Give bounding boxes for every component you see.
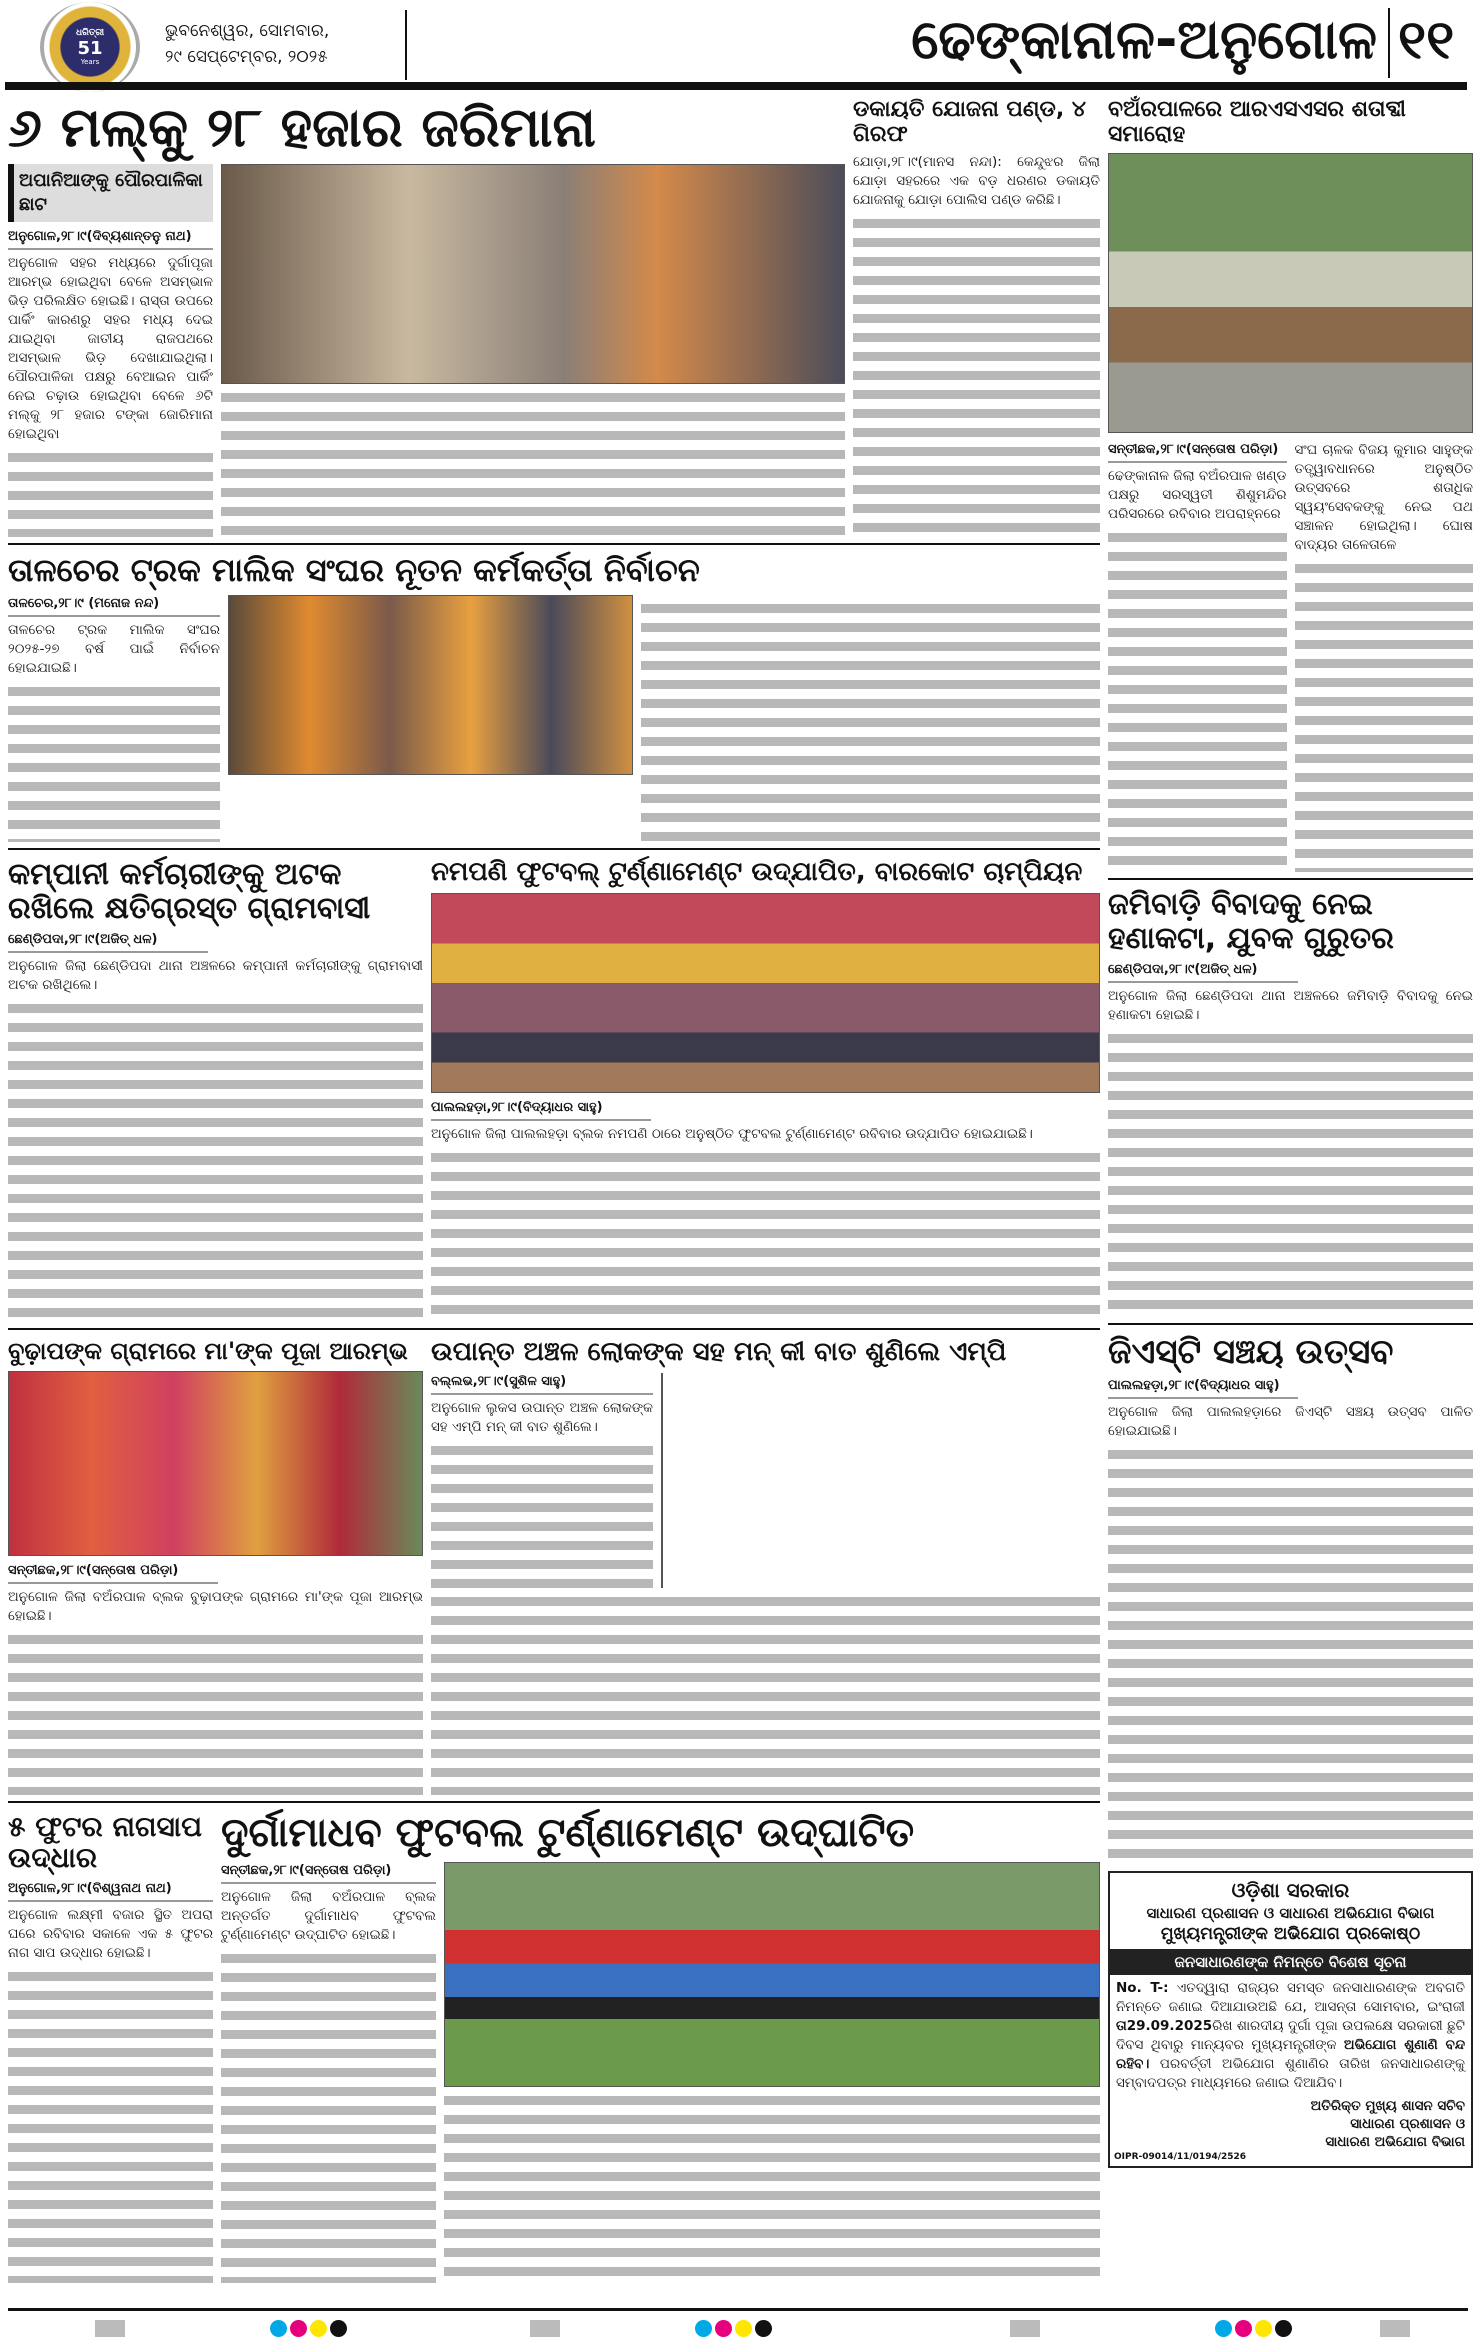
article-company (8, 858, 423, 1322)
headline-dakaiti: ଡକାୟତି ଯୋଜନା ପଣ୍ଡ, ୪ ଗିରଫ (853, 97, 1086, 147)
byline: ସନ୍ତୀଛକ,୨୮।୯(ସନ୍ତୋଷ ପରିଡ଼ା) (221, 1862, 436, 1884)
logo-sub: Years (80, 58, 100, 66)
headline-company: କମ୍ପାନୀ କର୍ମଚାରୀଙ୍କୁ ଅଟକ ରଖିଲେ କ୍ଷତିଗ୍ରସ୍ତ ଗ୍ରାମବାସୀ (8, 857, 371, 926)
headline-jamibadi: ଜମିବାଡ଼ି ବିବାଦକୁ ନେଇ ହଣାକଟା, ଯୁବକ ଗୁରୁତର (1108, 887, 1394, 956)
byline: ପାଲଲହଡ଼ା,୨୮।୯(ବିଦ୍ୟାଧର ସାହୁ) (431, 1099, 651, 1121)
photo-puja-women (8, 1371, 423, 1556)
durga-photo-column (444, 1862, 1100, 2283)
byline: ସନ୍ତୀଛକ,୨୮।୯(ସନ୍ତୋଷ ପରିଡ଼ା) (1108, 441, 1287, 463)
photo-mann-ki-baat (661, 1373, 663, 1588)
ad-cell: ମୁଖ୍ୟମନ୍ତ୍ରୀଙ୍କ ଅଭିଯୋଗ ପ୍ରକୋଷ୍ଠ (1160, 1924, 1421, 1944)
article-body: ଅନୁଗୋଳ ଲକ୍ଷ୍ମୀ ବଜାର ସ୍ଥିତ ଅପରା ଘରେ ରବିବାର ସକାଳେ ଏକ ୫ ଫୁଟର ନାଗ ସାପ ଉଦ୍ଧାର ହୋଇଛି। (8, 1906, 213, 1961)
photo-talcher-officials (228, 595, 633, 775)
article-body: ଅନୁଗୋଳ ଜିଲା ପାଲଲହଡ଼ାରେ ଜିଏସ୍‌ଟି ସଞ୍ଚୟ ଉତ୍ସବ ପାଳିତ ହୋଇଯାଇଛି। (1108, 1404, 1473, 1440)
talcher-cont (641, 595, 1100, 842)
ad-text: ଏତଦ୍ୱାରା ରାଜ୍ୟର ସମସ୍ତ ଜନସାଧାରଣଙ୍କ ଅବଗତି ନିମନ୍ତେ ଜଣାଇ ଦିଆଯାଉଅଛି ଯେ, ଆସନ୍ତା ସୋମବାର, ଇଂରାଜୀ (1116, 1980, 1465, 2015)
byline: ଛେଣ୍ଡିପଦା,୨୮।୯(ଅଜିତ୍ ଧଳ) (8, 931, 208, 953)
government-notice-ad (1108, 1871, 1473, 2168)
article-durga (221, 1811, 1100, 2283)
date-line-1: ଭୁବନେଶ୍ୱର, ସୋମବାର, (165, 21, 330, 41)
page-layout (8, 98, 1473, 2283)
header-divider (405, 10, 407, 80)
headline-namapani: ନମପଣି ଫୁଟବଲ୍ ଟୁର୍ଣ୍ଣାମେଣ୍ଟ ଉଦ୍‌ଯାପିତ, ବାରକୋଟ ଚାମ୍ପିୟନ (431, 857, 1083, 887)
color-dot (715, 2320, 732, 2337)
header-rule (5, 82, 1467, 90)
text-filler (444, 2091, 1100, 2283)
sign-line: ସାଧାରଣ ପ୍ରଶାସନ ଓ (1350, 2116, 1465, 2132)
durga-text-column (221, 1862, 436, 2283)
text-filler (431, 1441, 653, 1588)
ad-body (1110, 1975, 1471, 2097)
text-filler (221, 1949, 436, 2283)
mall-photo-column (221, 164, 845, 537)
talcher-text-column (8, 595, 220, 842)
article-snake (8, 1811, 213, 2283)
text-filler (431, 1148, 1100, 1322)
article-body: ତାଳଚେର ଟ୍ରକ ମାଲିକ ସଂଘର ୨୦୨୫-୨୭ ବର୍ଷ ପାଇଁ ନିର୍ବାଚନ ହୋଇଯାଇଛି। (8, 621, 220, 676)
byline: ବଲ୍ଲଭ,୨୮।୯(ସୁଶିଳ ସାହୁ) (431, 1373, 653, 1395)
article-upanta (431, 1338, 1100, 1795)
ad-text-bold: ଅଭିଯୋଗ ଶୁଣାଣି ବନ୍ଦ ରହିବ। (1116, 2037, 1465, 2072)
ad-banner: ଜନସାଧାରଣଙ୍କ ନିମନ୍ତେ ବିଶେଷ ସୂଚନା (1110, 1949, 1471, 1975)
text-filler (8, 448, 213, 537)
talcher-columns (8, 595, 1100, 842)
rss-column-2 (1295, 441, 1474, 872)
photo-mall-inspection (221, 164, 845, 384)
article-jamibadi (1108, 888, 1473, 1325)
text-filler (431, 1592, 1100, 1795)
masthead-logo (40, 2, 140, 92)
color-dot (735, 2320, 752, 2337)
ad-code: OIPR-09014/11/0194/2526 (1114, 2152, 1247, 2162)
article-dakaiti (853, 98, 1100, 537)
byline: ପାଲଲହଡ଼ା,୨୮।୯(ବିଦ୍ୟାଧର ସାହୁ) (1108, 1377, 1298, 1399)
text-filler (1108, 1029, 1473, 1317)
article-body: ଅନୁଗୋଳ ଜିଲା ଛେଣ୍ଡିପଦା ଥାନା ଅଞ୍ଚଳରେ ଜମିବାଡ଼ି ବିବାଦକୁ ନେଇ ହଣାକଟା ହୋଇଛି। (1108, 988, 1473, 1024)
byline: ଅନୁଗୋଳ,୨୮।୯(ଦିବ୍ୟଶାନ୍ତନୁ ନାଥ) (8, 228, 213, 250)
photo-football-teams (444, 1862, 1100, 2087)
sign-line: ସାଧାରଣ ଅଭିଯୋଗ ବିଭାଗ (1325, 2134, 1465, 2150)
footer-rule (8, 2308, 1468, 2311)
headline-upanta: ଉପାନ୍ତ ଅଞ୍ଚଳ ଲୋକଙ୍କ ସହ ମନ୍ କୀ ବାତ ଶୁଣିଲେ ଏମ୍‌ପି (431, 1337, 1007, 1367)
text-filler (8, 999, 423, 1322)
kicker-box: ଅପାନିଆଙ୍କୁ ପୌରପାଳିକା ଛାଟ (8, 164, 213, 222)
ad-number: No. T-: (1116, 1980, 1169, 1996)
ad-text: ପରବର୍ତ୍ତୀ ଅଭିଯୋଗ ଶୁଣାଣିର ତାରିଖ ଜନସାଧାରଣଙ୍କୁ ସମ୍ବାଦପତ୍ର ମାଧ୍ୟମରେ ଜଣାଇ ଦିଆଯିବ। (1116, 2056, 1465, 2091)
section-divider (1388, 8, 1390, 78)
text-filler (1108, 1445, 1473, 1863)
ad-department: ସାଧାରଣ ପ୍ରଶାସନ ଓ ସାଧାରଣ ଅଭିଯୋଗ ବିଭାଗ (1146, 1904, 1435, 1922)
color-dot (1215, 2320, 1232, 2337)
photo-rss-march (1108, 153, 1473, 433)
color-dot (1275, 2320, 1292, 2337)
article-body: ଅନୁଗୋଳ ଜିଲା ପାଲଲହଡ଼ା ବ୍ଲକ ନମପଣି ଠାରେ ଅନୁଷ୍ଠିତ ଫୁଟବଲ ଟୁର୍ଣ୍ଣାମେଣ୍ଟ ରବିବାର ଉଦ୍‌ଯାପିତ ହୋଇଯାଇଛି। (431, 1126, 1033, 1143)
page-number: ୧୧ (1398, 8, 1455, 71)
headline-rss: ବଅଁରପାଳରେ ଆରଏସଏସର ଶତାବ୍ଦୀ ସମାରୋହ (1108, 97, 1406, 147)
color-dot (290, 2320, 307, 2337)
ad-signature (1110, 2097, 1471, 2166)
gray-mark (1380, 2320, 1410, 2337)
upanta-columns (431, 1373, 1100, 1588)
rss-column-1 (1108, 441, 1287, 872)
headline-gst: ଜିଏସ୍‌ଟି ସଞ୍ଚୟ ଉତ୍ସବ (1108, 1332, 1394, 1372)
text-filler (8, 1967, 213, 2283)
mall-columns (8, 164, 845, 537)
gray-mark (1010, 2320, 1040, 2337)
article-body: ଯୋଡ଼ା,୨୮।୯(ମାନସ ନନ୍ଦା): କେନ୍ଦୁଝର ଜିଲା ଯୋଡ଼ା ସହରରେ ଏକ ବଡ଼ ଧରଣର ଡକାୟତି ଯୋଜନାକୁ ଯୋଡ଼ା ପୋଲିସ ପଣ୍ଡ କରିଛି। (853, 154, 1100, 209)
row-top (8, 98, 1100, 545)
logo-years: 51 (77, 38, 103, 59)
color-dot (695, 2320, 712, 2337)
text-filler (8, 1630, 423, 1795)
section-title: ଢେଙ୍କାନାଳ-ଅନୁଗୋଳ (911, 8, 1377, 71)
article-gst (1108, 1333, 1473, 1863)
headline-talcher: ତାଳଚେର ଟ୍ରକ ମାଲିକ ସଂଘର ନୂତନ କର୍ମକର୍ତ୍ତା ନିର୍ବାଚନ (8, 551, 700, 589)
text-filler (8, 682, 220, 842)
article-body: ଢେଙ୍କାନାଳ ଜିଲା ବଅଁରପାଳ ଖଣ୍ଡ ପକ୍ଷରୁ ସରସ୍ୱତୀ ଶିଶୁମନ୍ଦିର ପରିସରରେ ରବିବାର ଅପରାହ୍ନରେ (1108, 468, 1287, 523)
color-dot (1235, 2320, 1252, 2337)
article-body: ସଂଘ ଚାଳକ ବିଜୟ କୁମାର ସାହୁଙ୍କ ତତ୍ତ୍ୱାବଧାନରେ ଅନୁଷ୍ଠିତ ଉତ୍ସବରେ ଶତାଧିକ ସ୍ୱୟଂସେବକଙ୍କୁ ନେଇ ପଥ ସଞ୍ଚାଳନ ହୋଇଥିଲା। ଘୋଷ ବାଦ୍ୟର ତାଳେତାଳେ (1294, 442, 1473, 554)
text-filler (641, 599, 1100, 842)
logo-text: ଧରିତ୍ରୀ (75, 28, 105, 38)
headline-durga: ଦୁର୍ଗାମାଧବ ଫୁଟବଲ ଟୁର୍ଣ୍ଣାମେଣ୍ଟ ଉଦ୍‌ଘାଟିତ (221, 1810, 915, 1856)
color-dot (310, 2320, 327, 2337)
color-dot (270, 2320, 287, 2337)
rss-columns (1108, 441, 1473, 872)
mall-text-column (8, 164, 213, 537)
text-filler (221, 388, 845, 537)
issue-date (165, 18, 395, 70)
row-company-namapani (8, 858, 1100, 1330)
date-line-2: ୨୯ ସେପ୍ଟେମ୍ବର, ୨୦୨୫ (165, 47, 328, 67)
ad-title: ଓଡ଼ିଶା ସରକାର (1231, 1878, 1350, 1902)
byline: ଅନୁଗୋଳ,୨୮।୯(ବିଶ୍ୱନାଥ ନାଥ) (8, 1880, 213, 1902)
photo-namapani-stage (431, 893, 1100, 1093)
sign-line: ଅତିରିକ୍ତ ମୁଖ୍ୟ ଶାସନ ସଚିବ (1310, 2098, 1465, 2114)
headline-mall: ୬ ମଲ୍‌କୁ ୨୮ ହଜାର ଜରିମାନା (8, 96, 596, 159)
article-body: ଅନୁଗୋଳ ସହର ମଧ୍ୟରେ ଦୁର୍ଗାପୂଜା ଆରମ୍ଭ ହୋଇଥିବା ବେଳେ ଅସମ୍ଭାଳ ଭିଡ଼ ପରିଲକ୍ଷିତ ହୋଇଛି। ରାସ୍ତା ଉପରେ ପାର୍କିଂ କାରଣରୁ ସହର ମଧ୍ୟ ଦେଇ ଯାଇଥିବା ଜାତୀୟ ରାଜପଥରେ ଅସମ୍ଭାଳ ଭିଡ଼ ଦେଖାଯାଇଥିଲା। ପୌରପାଳିକା ପକ୍ଷରୁ ବେଆଇନ ପାର୍କିଂ ନେଇ ଚଢ଼ାଉ ହୋଇଥିବା ବେଳେ ୬ଟି ମଲ୍‌କୁ ୨୮ ହଜାର ଟଙ୍କା ଜୋରିମାନା ହୋଇଥିବା (8, 255, 213, 443)
article-rss (1108, 98, 1473, 880)
color-dot (1255, 2320, 1272, 2337)
color-dot (330, 2320, 347, 2337)
byline: ଛେଣ୍ଡିପଦା,୨୮।୯(ଅଜିତ୍ ଧଳ) (1108, 961, 1298, 983)
text-filler (1108, 528, 1287, 872)
durga-columns (221, 1862, 1100, 2283)
article-mall (8, 98, 845, 537)
article-body: ଅନୁଗୋଳ ଜିଲା ବଅଁରପାଳ ବ୍ଲକ ବୁଢ଼ାପଙ୍କ ଗ୍ରାମରେ ମା'ଙ୍କ ପୂଜା ଆରମ୍ଭ ହୋଇଛି। (8, 1588, 423, 1624)
ad-text: ରିଖ ଶାରଦୀୟ ଦୁର୍ଗା ପୂଜା ଉପଲକ୍ଷେ ସରକାରୀ ଛୁଟି ଦିବସ ଥିବାରୁ ମାନ୍ୟବର ମୁଖ୍ୟମନ୍ତ୍ରୀଙ୍କ (1116, 2018, 1465, 2053)
article-budhapank (8, 1338, 423, 1795)
byline: ତାଳଚେର,୨୮।୯ (ମନୋଜ ନନ୍ଦ) (8, 595, 220, 617)
upanta-text-column (431, 1373, 653, 1588)
text-filler (1295, 559, 1474, 872)
row-budhapank-upanta (8, 1338, 1100, 1803)
right-area (1108, 98, 1473, 2283)
byline: ସନ୍ତୀଛକ,୨୮।୯(ସନ୍ତୋଷ ପରିଡ଼ା) (8, 1562, 218, 1584)
headline-budhapank: ବୁଢ଼ାପଙ୍କ ଗ୍ରାମରେ ମା'ଙ୍କ ପୂଜା ଆରମ୍ଭ (8, 1337, 408, 1365)
article-body: ଅନୁଗୋଳ ଜିଲା ବଅଁରପାଳ ବ୍ଲକ ଅନ୍ତର୍ଗତ ଦୁର୍ଗାମାଧବ ଫୁଟବଲ ଟୁର୍ଣ୍ଣାମେଣ୍ଟ ଉଦ୍‌ଘାଟିତ ହୋଇଛି। (221, 1888, 436, 1943)
article-body: ଅନୁଗୋଳ ଜିଲା ଛେଣ୍ଡିପଦା ଥାନା ଅଞ୍ଚଳରେ କମ୍ପାନୀ କର୍ମଚାରୀଙ୍କୁ ଗ୍ରାମବାସୀ ଅଟକ ରଖିଥିଲେ। (8, 958, 423, 994)
article-namapani (431, 858, 1100, 1322)
row-snake-durga (8, 1811, 1100, 2283)
article-talcher (8, 553, 1100, 850)
gray-mark (530, 2320, 560, 2337)
color-dot (755, 2320, 772, 2337)
gray-mark (95, 2320, 125, 2337)
text-filler (853, 214, 1100, 537)
left-area (8, 98, 1100, 2283)
article-body: ଅନୁଗୋଳ ଲୁକସ ଉପାନ୍ତ ଅଞ୍ଚଳ ଲୋକଙ୍କ ସହ ଏମ୍‌ପି ମନ୍ କୀ ବାତ ଶୁଣିଲେ। (431, 1400, 653, 1436)
ad-date: ତା29.09.2025 (1116, 2018, 1213, 2034)
headline-snake: ୫ ଫୁଟର ନାଗସାପ ଉଦ୍ଧାର (8, 1810, 203, 1875)
